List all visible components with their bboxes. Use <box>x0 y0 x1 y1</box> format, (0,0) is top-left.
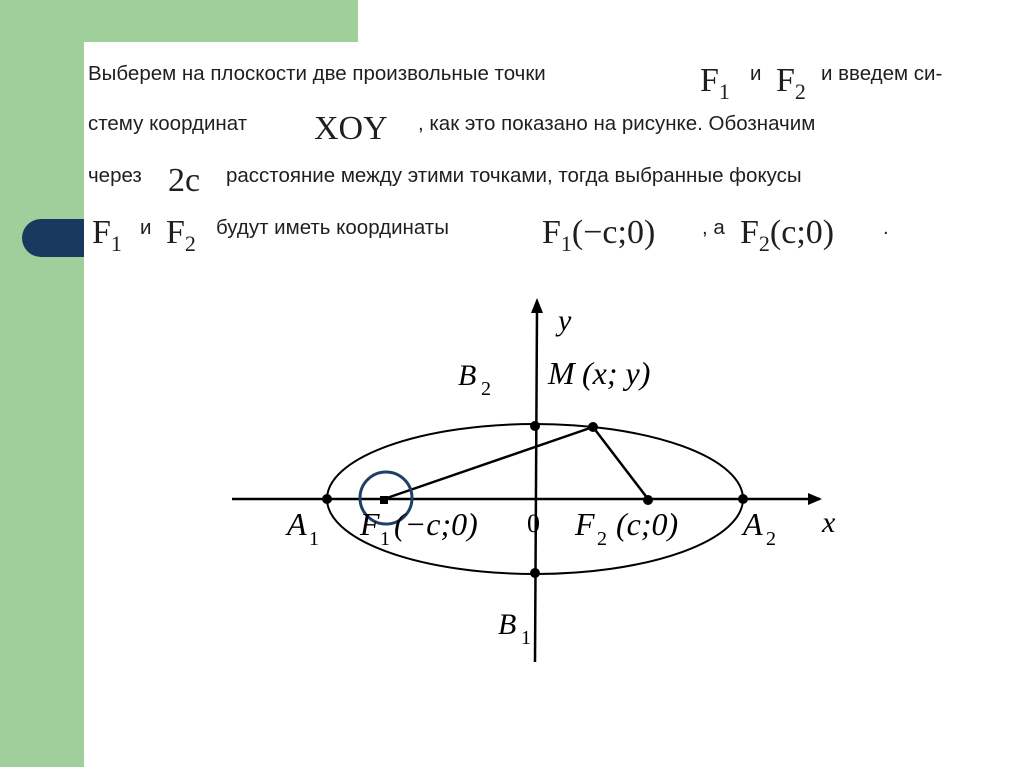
svg-text:(x; y): (x; y) <box>582 355 651 391</box>
svg-text:A: A <box>287 506 307 542</box>
label-B2 <box>458 359 491 400</box>
svg-text:2: 2 <box>597 528 607 550</box>
focus-F2-symbol: $F_2$ <box>166 214 196 256</box>
point-B2 <box>530 421 540 431</box>
label-F2-coordinates <box>574 506 678 550</box>
label-M <box>547 355 650 391</box>
text-segment: будут иметь координаты <box>216 216 449 239</box>
svg-text:1: 1 <box>309 528 319 550</box>
origin-label: 0 <box>527 509 540 538</box>
focus-F1-symbol: $F_1$ <box>700 62 730 104</box>
text-segment: и <box>750 62 762 85</box>
svg-text:A: A <box>743 506 763 542</box>
point-A2 <box>738 494 748 504</box>
text-segment: расстояние между этими точками, тогда выбранные фокусы <box>226 164 802 187</box>
svg-text:M: M <box>548 355 575 391</box>
text-segment: через <box>88 164 142 187</box>
label-A1 <box>285 506 319 550</box>
svg-text:F: F <box>360 506 380 542</box>
svg-text:2: 2 <box>481 378 491 400</box>
segment-M-F2 <box>593 427 648 499</box>
svg-text:2: 2 <box>766 528 776 550</box>
focus-F1-symbol: $F_1$ <box>92 214 122 256</box>
x-axis-arrow <box>808 493 822 505</box>
focus-F2-coordinates: $F_2(c;0)$ <box>740 214 835 256</box>
text-segment: Выберем на плоскости две произвольные точки <box>88 62 546 85</box>
svg-text:(c;0): (c;0) <box>616 506 679 542</box>
text-segment: . <box>883 216 889 239</box>
x-axis-label: x <box>822 506 836 539</box>
svg-text:1: 1 <box>380 528 390 550</box>
focus-F2-symbol: $F_2$ <box>776 62 806 104</box>
distance-2c-symbol: 2c <box>168 162 201 199</box>
svg-text:1: 1 <box>521 627 531 649</box>
point-F2 <box>643 495 653 505</box>
svg-text:B: B <box>458 359 477 392</box>
label-B1 <box>498 608 531 649</box>
focus-F1-coordinates: $F_1(-c;0)$ <box>542 214 656 256</box>
text-segment: и <box>140 216 152 239</box>
point-B1 <box>530 568 540 578</box>
svg-text:F: F <box>575 506 595 542</box>
text-segment: , как это показано на рисунке. Обозначим <box>418 112 816 135</box>
label-F1-coordinates <box>359 506 478 550</box>
point-A1 <box>322 494 332 504</box>
y-axis-line <box>535 310 537 662</box>
coordinate-system-label: XOY <box>314 110 388 147</box>
text-segment: и введем си- <box>821 62 943 85</box>
y-axis-label: y <box>558 304 572 337</box>
point-F1 <box>380 496 388 504</box>
text-segment: , а <box>702 216 725 239</box>
text-segment: стему координат <box>88 112 248 135</box>
svg-text:B: B <box>498 608 517 641</box>
label-A2 <box>741 506 776 550</box>
y-axis-arrow <box>531 298 543 313</box>
point-M <box>588 422 598 432</box>
svg-text:(−c;0): (−c;0) <box>394 506 478 542</box>
